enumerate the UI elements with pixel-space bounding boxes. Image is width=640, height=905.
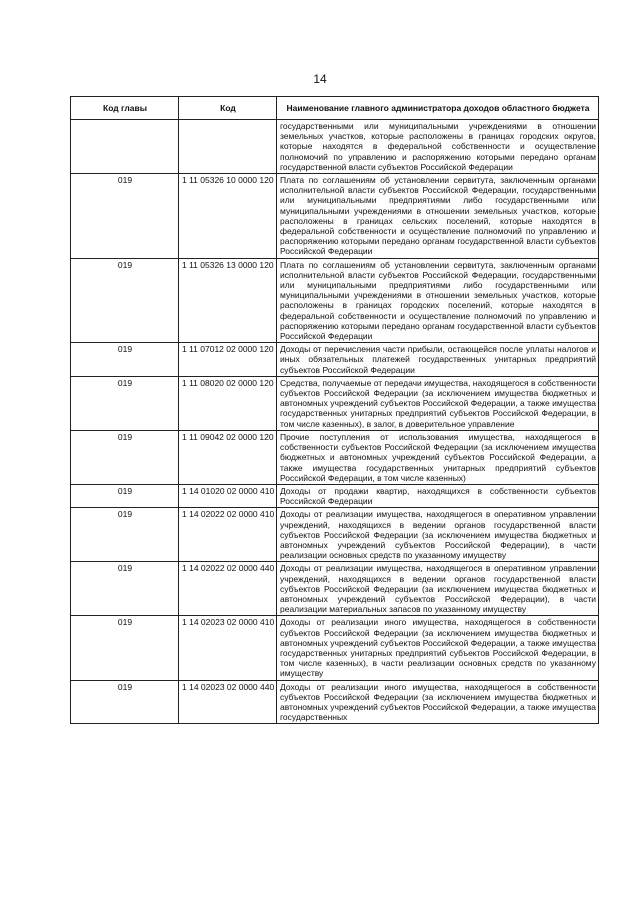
- chapter-code-cell: 019: [71, 430, 179, 484]
- table-row: [71, 343, 599, 377]
- revenue-code-cell: 1 14 02022 02 0000 410: [179, 508, 277, 562]
- table-row: [71, 562, 599, 616]
- chapter-code-cell: 019: [71, 343, 179, 377]
- revenue-description-cell: Доходы от реализации имущества, находящегося в оперативном управлении учреждений, находящихся в ведении органов государственной власти субъектов Российской Федерации (за исключением имущества бюджетных и автономных учреждений субъектов Российской Федерации), в части реализации основных средств по указанному имуществу: [277, 508, 599, 562]
- table-row: [71, 484, 599, 507]
- revenue-description-cell: государственными или муниципальными учреждениями в отношении земельных участков, которые расположены в границах городских округов, которые находятся в федеральной собственности и осуществление полномочий по управлению и распоряжению которыми передано органам государственной власти субъектов Российской Федерации: [277, 120, 599, 174]
- revenue-code-cell: 1 14 02023 02 0000 440: [179, 680, 277, 724]
- chapter-code-cell: 019: [71, 258, 179, 343]
- revenue-code-cell: 1 14 02023 02 0000 410: [179, 616, 277, 680]
- chapter-code-cell: 019: [71, 562, 179, 616]
- revenue-administrators-table: [70, 96, 599, 724]
- header-chapter-code: Код главы: [71, 97, 179, 120]
- revenue-code-cell: 1 14 02022 02 0000 440: [179, 562, 277, 616]
- table-row: [71, 174, 599, 259]
- revenue-code-cell: 1 11 09042 02 0000 120: [179, 430, 277, 484]
- table-row: [71, 616, 599, 680]
- chapter-code-cell: 019: [71, 484, 179, 507]
- header-code: Код: [179, 97, 277, 120]
- chapter-code-cell: 019: [71, 376, 179, 430]
- table-row: [71, 120, 599, 174]
- table-row: [71, 430, 599, 484]
- table-header-row: [71, 97, 599, 120]
- table-row: [71, 376, 599, 430]
- revenue-description-cell: Доходы от реализации иного имущества, находящегося в собственности субъектов Российской Федерации (за исключением имущества бюджетных и автономных учреждений субъектов Российской Федерации, а также имущества государственных: [277, 680, 599, 724]
- revenue-description-cell: Доходы от перечисления части прибыли, остающейся после уплаты налогов и иных обязательных платежей государственных унитарных предприятий субъектов Российской Федерации: [277, 343, 599, 377]
- revenue-description-cell: Доходы от реализации иного имущества, находящегося в собственности субъектов Российской Федерации (за исключением имущества бюджетных и автономных учреждений субъектов Российской Федерации, а также имущества государственных унитарных предприятий субъектов Российской Федерации, в том числе казенных), в части реализации основных средств по указанному имуществу: [277, 616, 599, 680]
- revenue-description-cell: Доходы от продажи квартир, находящихся в собственности субъектов Российской Федерации: [277, 484, 599, 507]
- revenue-description-cell: Плата по соглашениям об установлении сервитута, заключенным органами исполнительной власти субъектов Российской Федерации, государственными или муниципальными предприятиями либо государственными или муниципальными учреждениями в отношении земельных участков, которые расположены в границах сельских поселений, которые находятся в федеральной собственности и осуществление полномочий по управлению и распоряжению которыми передано органам государственной власти субъектов Российской Федерации: [277, 174, 599, 259]
- revenue-description-cell: Прочие поступления от использования имущества, находящегося в собственности субъектов Российской Федерации (за исключением имущества бюджетных и автономных учреждений субъектов Российской Федерации, а также имущества государственных унитарных предприятий субъектов Российской Федерации, в том числе казенных): [277, 430, 599, 484]
- table-row: [71, 680, 599, 724]
- revenue-code-cell: 1 11 05326 13 0000 120: [179, 258, 277, 343]
- revenue-description-cell: Доходы от реализации имущества, находящегося в оперативном управлении учреждений, находящихся в ведении органов государственной власти субъектов Российской Федерации (за исключением имущества бюджетных и автономных учреждений субъектов Российской Федерации), в части реализации материальных запасов по указанному имуществу: [277, 562, 599, 616]
- chapter-code-cell: [71, 120, 179, 174]
- chapter-code-cell: 019: [71, 616, 179, 680]
- revenue-code-cell: 1 11 05326 10 0000 120: [179, 174, 277, 259]
- table-body: [71, 120, 599, 724]
- page-number: 14: [313, 72, 327, 86]
- table-row: [71, 508, 599, 562]
- revenue-code-cell: 1 11 08020 02 0000 120: [179, 376, 277, 430]
- header-administrator-name: Наименование главного администратора доходов областного бюджета: [277, 97, 599, 120]
- revenue-description-cell: Средства, получаемые от передачи имущества, находящегося в собственности субъектов Российской Федерации (за исключением имущества бюджетных и автономных учреждений субъектов Российской Федерации, а также имущества государственных унитарных предприятий субъектов Российской Федерации, в том числе казенных), в залог, в доверительное управление: [277, 376, 599, 430]
- chapter-code-cell: 019: [71, 680, 179, 724]
- revenue-code-cell: [179, 120, 277, 174]
- table-row: [71, 258, 599, 343]
- revenue-description-cell: Плата по соглашениям об установлении сервитута, заключенным органами исполнительной власти субъектов Российской Федерации, государственными или муниципальными предприятиями либо государственными или муниципальными учреждениями в отношении земельных участков, которые расположены в границах городских поселений, которые находятся в федеральной собственности и осуществление полномочий по управлению и распоряжению которыми передано органам государственной власти субъектов Российской Федерации: [277, 258, 599, 343]
- revenue-code-cell: 1 11 07012 02 0000 120: [179, 343, 277, 377]
- chapter-code-cell: 019: [71, 174, 179, 259]
- chapter-code-cell: 019: [71, 508, 179, 562]
- revenue-code-cell: 1 14 01020 02 0000 410: [179, 484, 277, 507]
